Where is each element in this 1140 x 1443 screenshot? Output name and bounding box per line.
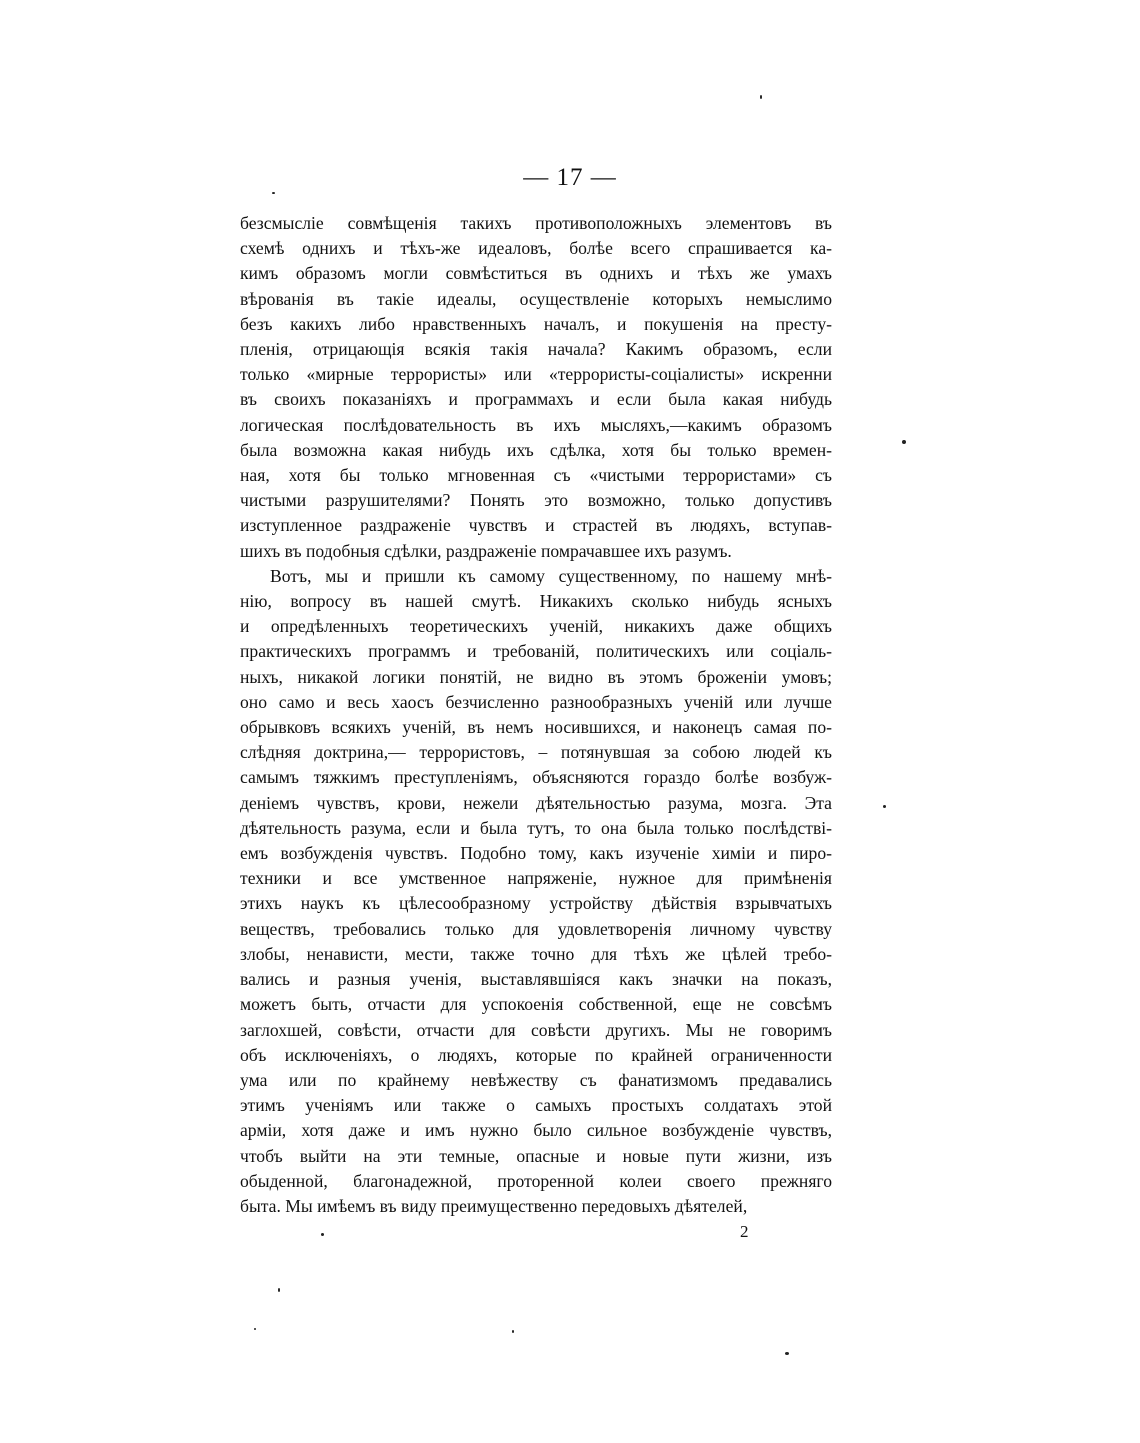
page-number-header: — 17 — (523, 164, 617, 191)
paragraph-1 (240, 211, 832, 564)
scan-speck (254, 1328, 256, 1330)
text-line: практическихъ программъ и требованiй, политическихъ или соцiаль- (240, 641, 832, 662)
text-line: армiи, хотя даже и имъ нужно было сильное возбужденiе чувствъ, (240, 1120, 832, 1141)
page-body (240, 211, 832, 1219)
text-line: была возможна какая нибудь ихъ сдѣлка, хотя бы только времен- (240, 439, 832, 460)
text-line: схемѣ однихъ и тѣхъ-же идеаловъ, болѣе всего спрашивается ка- (240, 238, 832, 259)
scan-speck (902, 440, 906, 444)
text-line: емъ возбужденiя чувствъ. Подобно тому, какъ изученiе химiи и пиро- (240, 843, 832, 864)
text-line: техники и все умственное напряженiе, нужное для примѣненiя (240, 868, 832, 889)
text-line: кимъ образомъ могли совмѣститься въ однихъ и тѣхъ же умахъ (240, 263, 832, 284)
text-line: слѣдняя доктрина,— террористовъ, – потянувшая за собою людей къ (240, 742, 832, 763)
scan-speck (321, 1233, 324, 1236)
text-line: можетъ быть, отчасти для успокоенiя собственной, еще не совсѣмъ (240, 994, 832, 1015)
text-line: дѣятельность разума, если и была тутъ, то она была только послѣдствi- (240, 817, 832, 838)
text-line: и опредѣленныхъ теоретическихъ ученiй, никакихъ даже общихъ (240, 616, 832, 637)
text-line: ума или по крайнему невѣжеству съ фанатизмомъ предавались (240, 1069, 832, 1090)
text-line: безсмыслie совмѣщенiя такихъ противоположныхъ элементовъ въ (240, 213, 832, 233)
text-line: пленiя, отрицающiя всякiя такiя начала? Какимъ образомъ, если (240, 339, 832, 360)
text-line: безъ какихъ либо нравственныхъ началъ, и покушенiя на престу- (240, 313, 832, 334)
text-line: изступленное раздраженiе чувствъ и страстей въ людяхъ, вступав- (240, 515, 832, 536)
scan-speck (272, 192, 275, 194)
text-line: нiю, вопросу въ нашей смутѣ. Никакихъ сколько нибудь ясныхъ (240, 591, 832, 612)
text-line: чтобъ выйти на эти темные, опасные и новые пути жизни, изъ (240, 1145, 832, 1166)
scan-speck (278, 1288, 280, 1292)
text-line: оно само и весь хаосъ безчисленно разнообразныхъ ученiй или лучше (240, 691, 832, 712)
text-line: самымъ тяжкимъ преступленiямъ, объясняются гораздо болѣе возбуж- (240, 767, 832, 788)
text-line: только «мирные террористы» или «террористы-соцiалисты» искренни (240, 364, 832, 385)
scan-speck (785, 1352, 789, 1355)
scan-speck (883, 805, 886, 808)
text-line: этихъ наукъ къ цѣлесообразному устройству дѣйствiя взрывчатыхъ (240, 893, 832, 914)
text-line: ная, хотя бы только мгновенная съ «чистыми террористами» съ (240, 465, 832, 486)
text-line: заглохшей, совѣсти, отчасти для совѣсти другихъ. Мы не говоримъ (240, 1019, 832, 1040)
text-line: шихъ въ подобныя сдѣлки, раздраженiе помрачавшее ихъ разумъ. (240, 540, 732, 561)
text-line: объ исключенiяхъ, о людяхъ, которые по крайней ограниченности (240, 1044, 832, 1065)
scan-speck (760, 95, 762, 99)
text-line: въ своихъ показанiяхъ и программахъ и если была какая нибудь (240, 389, 832, 410)
text-line: ныхъ, никакой логики понятiй, не видно въ этомъ броженiи умовъ; (240, 666, 832, 687)
text-line: злобы, ненависти, мести, также точно для тѣхъ же цѣлей требо- (240, 943, 832, 964)
text-line: Вотъ, мы и пришли къ самому существенному, по нашему мнѣ- (270, 565, 832, 586)
text-line: обыденной, благонадежной, проторенной колеи своего прежняго (240, 1170, 832, 1191)
paragraph-2 (240, 564, 832, 1219)
text-line: этимъ ученiямъ или также о самыхъ простыхъ солдатахъ этой (240, 1095, 832, 1116)
scan-speck (512, 1330, 514, 1333)
text-line: денiемъ чувствъ, крови, нежели дѣятельностью разума, мозга. Эта (240, 792, 832, 813)
text-line: чистыми разрушителями? Понять это возможно, только допустивъ (240, 490, 832, 511)
text-line: вались и разныя ученiя, выставлявшiяся какъ значки на показъ, (240, 969, 832, 990)
text-line: обрывковъ всякихъ ученiй, въ немъ носившихся, и наконецъ самая по- (240, 717, 832, 738)
text-line: вѣрованiя въ такiе идеалы, осуществленiе которыхъ немыслимо (240, 288, 832, 309)
text-line: веществъ, требовались только для удовлетворенiя личному чувству (240, 918, 832, 939)
text-line: логическая послѣдовательность въ ихъ мысляхъ,—какимъ образомъ (240, 414, 832, 435)
text-line: быта. Мы имѣемъ въ виду преимущественно передовыхъ дѣятелей, (240, 1195, 748, 1216)
signature-mark: 2 (740, 1222, 749, 1241)
